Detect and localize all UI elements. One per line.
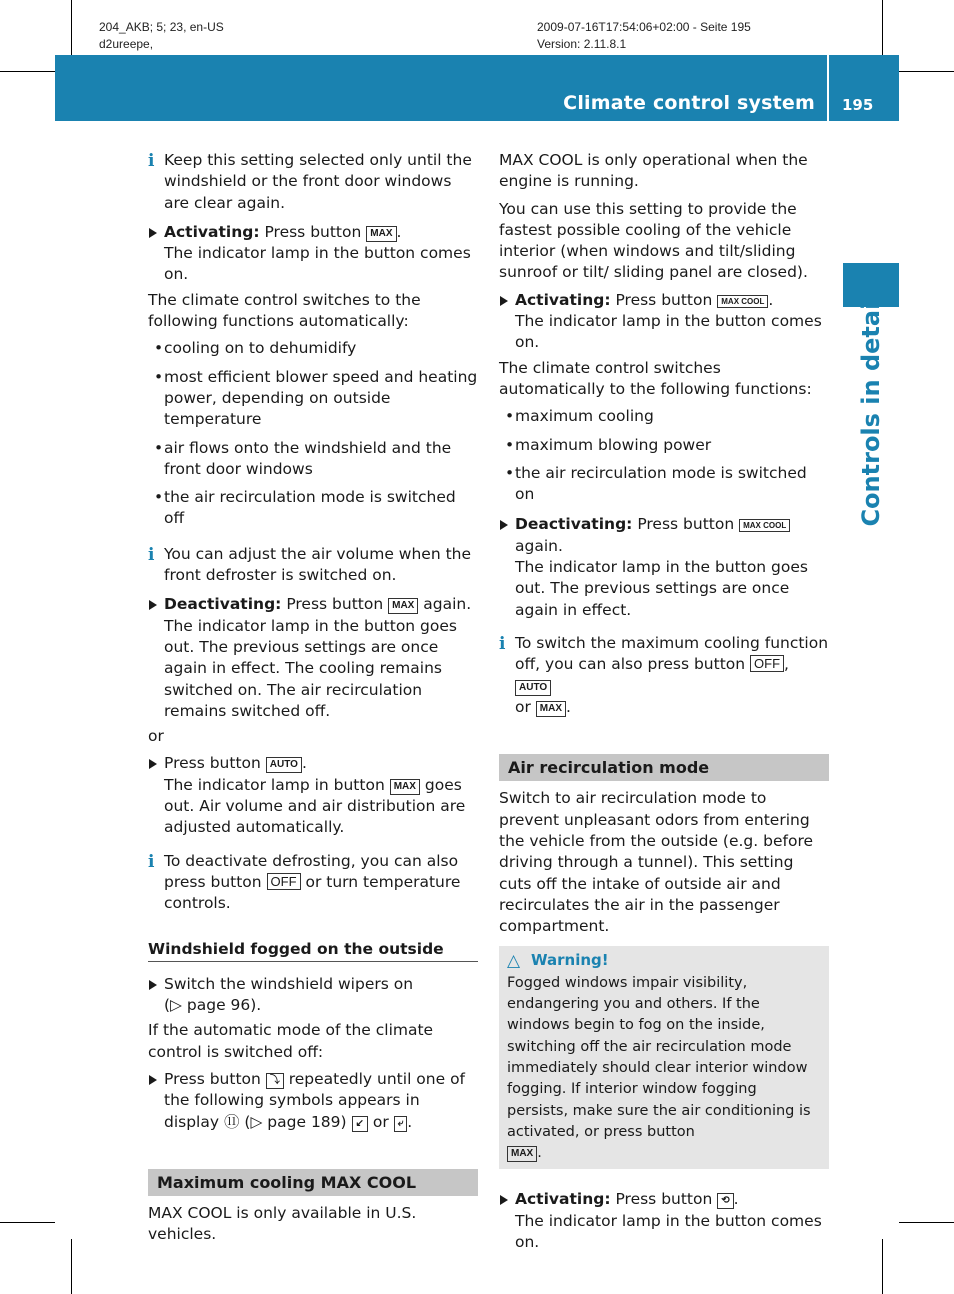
- warning-box: [499, 946, 829, 1170]
- info-note: [499, 633, 829, 718]
- paragraph: You can use this setting to provide the fastest possible cooling of the vehicle interior (when windows and tilt/sliding sunroof or tilt/ sliding panel are closed).: [499, 199, 808, 282]
- defrost-button-icon: MAX: [388, 598, 418, 614]
- list-item: • air flows onto the windshield and the front door windows: [154, 438, 452, 478]
- or-text: or: [148, 727, 164, 746]
- step-arrow-icon: [500, 296, 508, 306]
- airflow-button-icon: ⤵: [266, 1073, 284, 1089]
- list-item-text: maximum blowing power: [515, 435, 712, 454]
- doc-id: 204_AKB; 5; 23, en-US: [99, 20, 224, 34]
- section-side-label: Controls in detail: [857, 293, 885, 527]
- step-result: The indicator lamp in the button comes on.: [515, 1211, 822, 1252]
- crop-mark: [882, 1239, 883, 1294]
- section-heading: Maximum cooling MAX COOL: [148, 1169, 478, 1196]
- section-heading: Air recirculation mode: [499, 754, 829, 781]
- step-label: Deactivating:: [164, 595, 282, 614]
- timestamp: 2009-07-16T17:54:06+02:00 - Seite 195: [537, 20, 751, 34]
- page-title: Climate control system: [563, 92, 815, 114]
- step-arrow-icon: [149, 1075, 157, 1085]
- step-arrow-icon: [149, 980, 157, 990]
- defrost-button-icon: MAX: [536, 701, 566, 717]
- info-text: To switch the maximum cooling function off, you can also press button: [515, 633, 829, 674]
- info-text: Keep this setting selected only until the windshield or the front door windows are clear again.: [164, 151, 472, 212]
- info-icon: i: [499, 633, 506, 654]
- list-item-text: air flows onto the windshield and the front door windows: [164, 438, 452, 478]
- info-icon: i: [148, 544, 155, 565]
- recirc-activating-step: [499, 1189, 829, 1253]
- paragraph: The climate control switches automatically to the following functions:: [499, 358, 812, 398]
- step-label: Activating:: [515, 1190, 611, 1209]
- step-text: Press button: [615, 1190, 713, 1209]
- step-text: .: [301, 754, 307, 773]
- step-text: .: [407, 1112, 413, 1131]
- step-text: repeatedly until one of the following symbols appears in display: [164, 1069, 466, 1131]
- step-result: The indicator lamp in the button comes on.: [164, 244, 471, 284]
- step-text: Press button: [164, 1069, 261, 1088]
- paragraph: If the automatic mode of the climate control is switched off:: [148, 1021, 434, 1061]
- maxcool-button-icon: MAX COOL: [739, 519, 790, 532]
- wipers-step: [148, 974, 478, 1017]
- recirculation-button-icon: ⟲: [717, 1193, 733, 1209]
- step-result: The indicator lamp in button: [164, 775, 385, 794]
- page-number: 195: [842, 96, 874, 114]
- subheading: Windshield fogged on the outside: [148, 939, 478, 962]
- step-arrow-icon: [149, 759, 157, 769]
- deactivating-step: [148, 594, 478, 722]
- info-text: or: [515, 697, 531, 716]
- step-text: .: [733, 1190, 739, 1209]
- list-item: • most efficient blower speed and heating power, depending on outside temperature: [154, 367, 478, 429]
- header-bar: [55, 55, 899, 121]
- off-button-icon: OFF: [750, 655, 784, 672]
- paragraph: The climate control switches to the following functions automatically:: [148, 290, 421, 331]
- crop-mark: [0, 1222, 55, 1223]
- warning-text: .: [537, 1145, 542, 1162]
- airflow-symbol-icon: ↙: [352, 1116, 368, 1132]
- step-arrow-icon: [149, 228, 157, 238]
- info-note: [148, 851, 478, 915]
- info-text: .: [566, 697, 571, 716]
- list-item-text: the air recirculation mode is switched off: [164, 488, 456, 528]
- list-item-text: cooling on to dehumidify: [164, 339, 357, 358]
- step-arrow-icon: [500, 1195, 508, 1205]
- step-text: Press button: [264, 222, 362, 241]
- maxcool-button-icon: MAX COOL: [717, 295, 768, 308]
- defrost-button-icon: MAX: [390, 779, 420, 795]
- activating-step: [499, 290, 829, 354]
- step-result: goes out. Air volume and air distribution are adjusted automatically.: [164, 775, 466, 837]
- step-text: Press button: [637, 515, 735, 534]
- step-arrow-icon: [149, 600, 157, 610]
- step-text: .: [768, 290, 774, 309]
- paragraph: MAX COOL is only available in U.S. vehicles.: [148, 1204, 417, 1244]
- defrost-button-icon: MAX: [366, 226, 396, 242]
- author: d2ureepe,: [99, 37, 154, 51]
- crop-mark: [71, 0, 72, 55]
- step-text: again.: [423, 595, 472, 614]
- info-text: or turn temperature controls.: [164, 872, 461, 913]
- paragraph: Switch to air recirculation mode to prevent unpleasant odors from entering the vehicle from the outside (e.g. before driving through a tunnel). This setting cuts off the intake of outside air and recirculates the air in the passenger compartment.: [499, 789, 814, 936]
- step-text: .: [396, 222, 402, 241]
- crop-mark: [882, 0, 883, 55]
- print-meta-left: [99, 19, 224, 53]
- info-text: To deactivate defrosting, you can also press button: [164, 851, 459, 891]
- step-result: The indicator lamp in the button goes out. The previous settings are once again in effect.: [515, 558, 808, 619]
- step-text: Press button: [164, 754, 261, 773]
- list-item-text: the air recirculation mode is switched on: [515, 463, 807, 504]
- list-item: • maximum blowing power: [505, 435, 712, 454]
- step-arrow-icon: [500, 520, 508, 530]
- airflow-step: [148, 1069, 478, 1133]
- list-item-text: maximum cooling: [515, 407, 654, 426]
- crop-mark: [899, 71, 954, 72]
- step-text: Press button: [286, 595, 384, 614]
- crop-mark: [899, 1222, 954, 1223]
- list-item: • the air recirculation mode is switched off: [154, 488, 456, 528]
- deactivating-step: [499, 514, 829, 620]
- page-reference: (▷ page 96).: [164, 996, 262, 1015]
- warning-title: Warning!: [531, 950, 609, 969]
- warning-heading: [507, 950, 821, 971]
- crop-mark: [0, 71, 55, 72]
- list-item-text: most efficient blower speed and heating power, depending on outside temperature: [164, 367, 478, 429]
- paragraph: MAX COOL is only operational when the engine is running.: [499, 151, 808, 191]
- list-item: • maximum cooling: [505, 407, 654, 426]
- auto-button-icon: AUTO: [266, 757, 302, 773]
- off-button-icon: OFF: [267, 873, 301, 890]
- airflow-symbol-icon: ⤶: [394, 1116, 408, 1132]
- step-label: Deactivating:: [515, 515, 633, 534]
- warning-triangle-icon: △: [507, 950, 521, 971]
- step-label: Activating:: [515, 290, 611, 309]
- step-result: The indicator lamp in the button goes out. The previous settings are once again in effect. The cooling remains switched on. The air recirculation remains switched off.: [164, 616, 457, 720]
- info-icon: i: [148, 151, 155, 171]
- auto-button-icon: AUTO: [515, 680, 551, 696]
- activating-step: [148, 222, 478, 286]
- crop-mark: [71, 1239, 72, 1294]
- step-text: Press button: [615, 290, 713, 309]
- list-item: • cooling on to dehumidify: [154, 339, 357, 358]
- step-result: The indicator lamp in the button comes on.: [515, 312, 822, 352]
- warning-text: Fogged windows impair visibility, endangering you and others. If the windows begin to fog on the inside, switching off the air recirculation mode immediately should clear interior window fogging. If interior window fogging persists, make sure the air conditioning is activated, or press button: [507, 974, 811, 1140]
- info-note: [148, 544, 478, 587]
- step-text: or: [372, 1112, 389, 1131]
- step-text: Switch the windshield wipers on: [164, 974, 414, 993]
- press-auto-step: [148, 753, 478, 838]
- info-text: ,: [784, 655, 789, 674]
- left-column: [148, 150, 478, 1252]
- list-item: • the air recirculation mode is switched on: [505, 463, 807, 504]
- header-divider: [827, 55, 829, 121]
- step-text: again.: [515, 536, 563, 555]
- defrost-button-icon: MAX: [507, 1146, 537, 1162]
- info-note: [148, 150, 478, 214]
- page-reference: ⑪ (▷ page 189): [223, 1112, 347, 1131]
- info-text: You can adjust the air volume when the front defroster is switched on.: [164, 544, 472, 585]
- info-icon: i: [148, 851, 155, 872]
- step-label: Activating:: [164, 222, 260, 241]
- version: Version: 2.11.8.1: [537, 37, 627, 51]
- print-meta-right: [537, 19, 751, 53]
- right-column: [499, 150, 829, 1257]
